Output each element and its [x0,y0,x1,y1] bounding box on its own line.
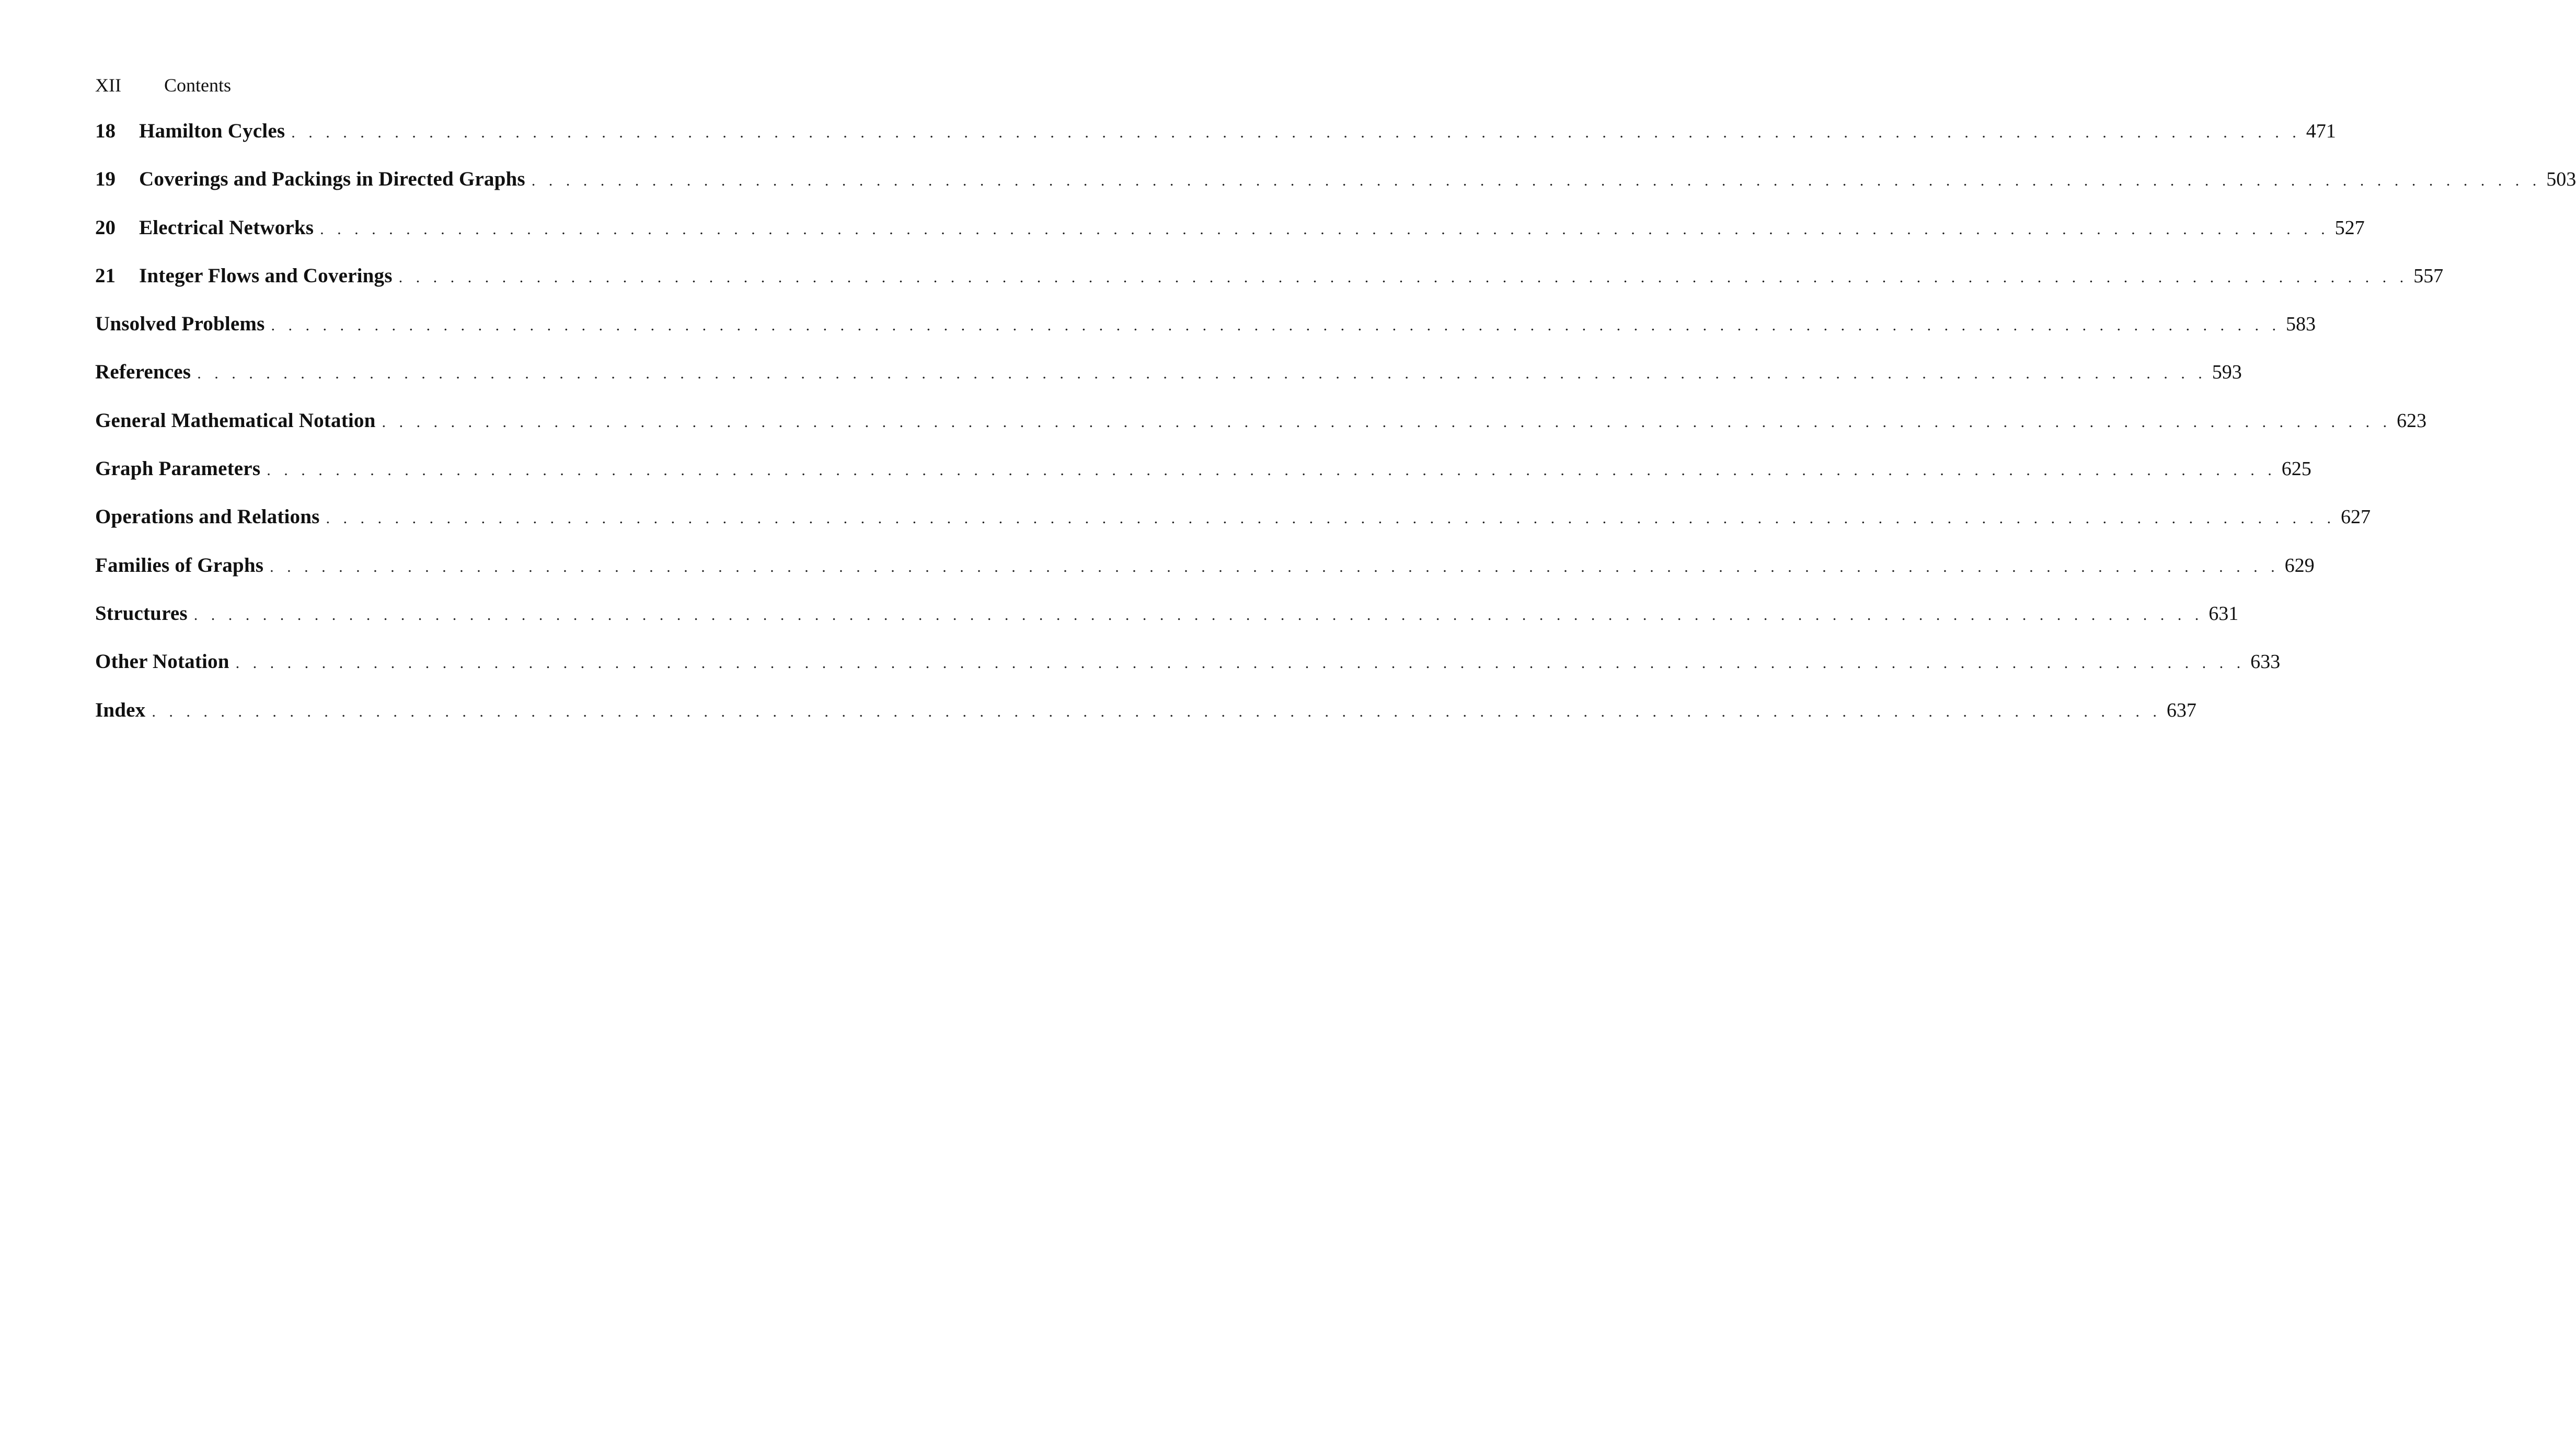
toc-entry-title: Electrical Networks [139,216,314,239]
running-title: Contents [164,75,232,96]
toc-entry-title: Structures [95,602,188,625]
toc-entry-title: General Mathematical Notation [95,409,376,432]
toc-entry[interactable] [95,167,2576,215]
toc-dot-leader: . . . . . . . . . . . . . . . . . . . . . . . . . . . . . . . . . . . . . . . . . . . . . . . . . . . . . . . . . . . . . . . . . . . . . . . . . . . . . . . . . . . . . . . . . . . . . . . . . . . . . . . . . . . . . . . . . . . . . [193,606,2204,624]
toc-entry-number: 20 [95,216,116,239]
toc-dot-leader: . . . . . . . . . . . . . . . . . . . . . . . . . . . . . . . . . . . . . . . . . . . . . . . . . . . . . . . . . . . . . . . . . . . . . . . . . . . . . . . . . . . . . . . . . . . . . . . . . . . . . . . . . . . . . . . . . . . . . [382,413,2392,431]
toc-entry[interactable] [95,360,2242,408]
toc-dot-leader: . . . . . . . . . . . . . . . . . . . . . . . . . . . . . . . . . . . . . . . . . . . . . . . . . . . . . . . . . . . . . . . . . . . . . . . . . . . . . . . . . . . . . . . . . . . . . . . . . . . . . . . . . . . . . . . . . . . . . [267,462,2276,479]
toc-dot-leader: . . . . . . . . . . . . . . . . . . . . . . . . . . . . . . . . . . . . . . . . . . . . . . . . . . . . . . . . . . . . . . . . . . . . . . . . . . . . . . . . . . . . . . . . . . . . . . . . . . . . . . . . . . . . . . . . . . . . . [271,317,2281,335]
toc-entry-page: 503 [2546,168,2576,191]
toc-entry-title: Index [95,698,146,721]
toc-entry-page: 623 [2397,409,2427,432]
table-of-contents [95,119,2576,746]
toc-entry-page: 633 [2250,651,2281,673]
toc-entry-number: 18 [95,120,116,142]
toc-dot-leader: . . . . . . . . . . . . . . . . . . . . . . . . . . . . . . . . . . . . . . . . . . . . . . . . . . . . . . . . . . . . . . . . . . . . . . . . . . . . . . . . . . . . . . . . . . . . . . . . . . . . . . . . . . . . . . . . . . . . . [235,654,2246,672]
toc-entry[interactable] [95,650,2281,698]
toc-entry-page: 637 [2166,699,2196,721]
toc-dot-leader: . . . . . . . . . . . . . . . . . . . . . . . . . . . . . . . . . . . . . . . . . . . . . . . . . . . . . . . . . . . . . . . . . . . . . . . . . . . . . . . . . . . . . . . . . . . . . . . . . . . . . . . . . . . . . . . . . . . . . [320,220,2330,238]
toc-entry-page: 593 [2212,361,2242,384]
toc-entry-page: 583 [2285,313,2316,336]
toc-dot-leader: . . . . . . . . . . . . . . . . . . . . . . . . . . . . . . . . . . . . . . . . . . . . . . . . . . . . . . . . . . . . . . . . . . . . . . . . . . . . . . . . . . . . . . . . . . . . . . . . . . . . . . . . . . . . . . . . . . . . . [291,124,2301,141]
toc-entry-number: 21 [95,264,116,287]
toc-entry-title: Hamilton Cycles [139,120,285,142]
toc-entry-page: 471 [2306,120,2336,142]
toc-entry-title: Unsolved Problems [95,313,265,336]
toc-entry[interactable] [95,409,2427,457]
toc-entry-title: Operations and Relations [95,505,320,528]
toc-entry-title: References [95,361,191,384]
toc-entry-page: 557 [2413,264,2444,287]
toc-entry-title: Other Notation [95,650,229,673]
toc-dot-leader: . . . . . . . . . . . . . . . . . . . . . . . . . . . . . . . . . . . . . . . . . . . . . . . . . . . . . . . . . . . . . . . . . . . . . . . . . . . . . . . . . . . . . . . . . . . . . . . . . . . . . . . . . . . . . . . . . . . . . [270,558,2280,575]
toc-entry[interactable] [95,216,2365,264]
toc-entry-title: Coverings and Packings in Directed Graphs [139,168,525,191]
toc-entry[interactable] [95,312,2316,360]
toc-entry-number: 19 [95,168,116,191]
toc-dot-leader: . . . . . . . . . . . . . . . . . . . . . . . . . . . . . . . . . . . . . . . . . . . . . . . . . . . . . . . . . . . . . . . . . . . . . . . . . . . . . . . . . . . . . . . . . . . . . . . . . . . . . . . . . . . . . . . . . . . . . [197,365,2207,383]
running-head [95,74,231,98]
toc-entry-title: Families of Graphs [95,554,264,577]
toc-entry-page: 631 [2209,602,2239,625]
toc-dot-leader: . . . . . . . . . . . . . . . . . . . . . . . . . . . . . . . . . . . . . . . . . . . . . . . . . . . . . . . . . . . . . . . . . . . . . . . . . . . . . . . . . . . . . . . . . . . . . . . . . . . . . . . . . . . . . . . . . . . . . [398,268,2409,286]
toc-entry[interactable] [95,119,2336,167]
toc-dot-leader: . . . . . . . . . . . . . . . . . . . . . . . . . . . . . . . . . . . . . . . . . . . . . . . . . . . . . . . . . . . . . . . . . . . . . . . . . . . . . . . . . . . . . . . . . . . . . . . . . . . . . . . . . . . . . . . . . . . . . [152,703,2161,720]
toc-dot-leader: . . . . . . . . . . . . . . . . . . . . . . . . . . . . . . . . . . . . . . . . . . . . . . . . . . . . . . . . . . . . . . . . . . . . . . . . . . . . . . . . . . . . . . . . . . . . . . . . . . . . . . . . . . . . . . . . . . . . . [531,172,2542,190]
toc-entry-page: 625 [2281,458,2312,480]
page-folio: XII [95,75,121,96]
toc-entry-page: 527 [2334,216,2365,239]
toc-entry[interactable] [95,457,2312,505]
toc-entry[interactable] [95,698,2196,746]
toc-entry-title: Integer Flows and Coverings [139,264,393,287]
toc-entry[interactable] [95,554,2315,602]
toc-dot-leader: . . . . . . . . . . . . . . . . . . . . . . . . . . . . . . . . . . . . . . . . . . . . . . . . . . . . . . . . . . . . . . . . . . . . . . . . . . . . . . . . . . . . . . . . . . . . . . . . . . . . . . . . . . . . . . . . . . . . . [326,510,2336,527]
toc-entry[interactable] [95,602,2239,650]
toc-entry[interactable] [95,505,2371,553]
toc-entry-page: 629 [2284,554,2315,577]
toc-entry[interactable] [95,264,2444,312]
toc-entry-page: 627 [2341,506,2371,528]
toc-entry-title: Graph Parameters [95,457,261,480]
